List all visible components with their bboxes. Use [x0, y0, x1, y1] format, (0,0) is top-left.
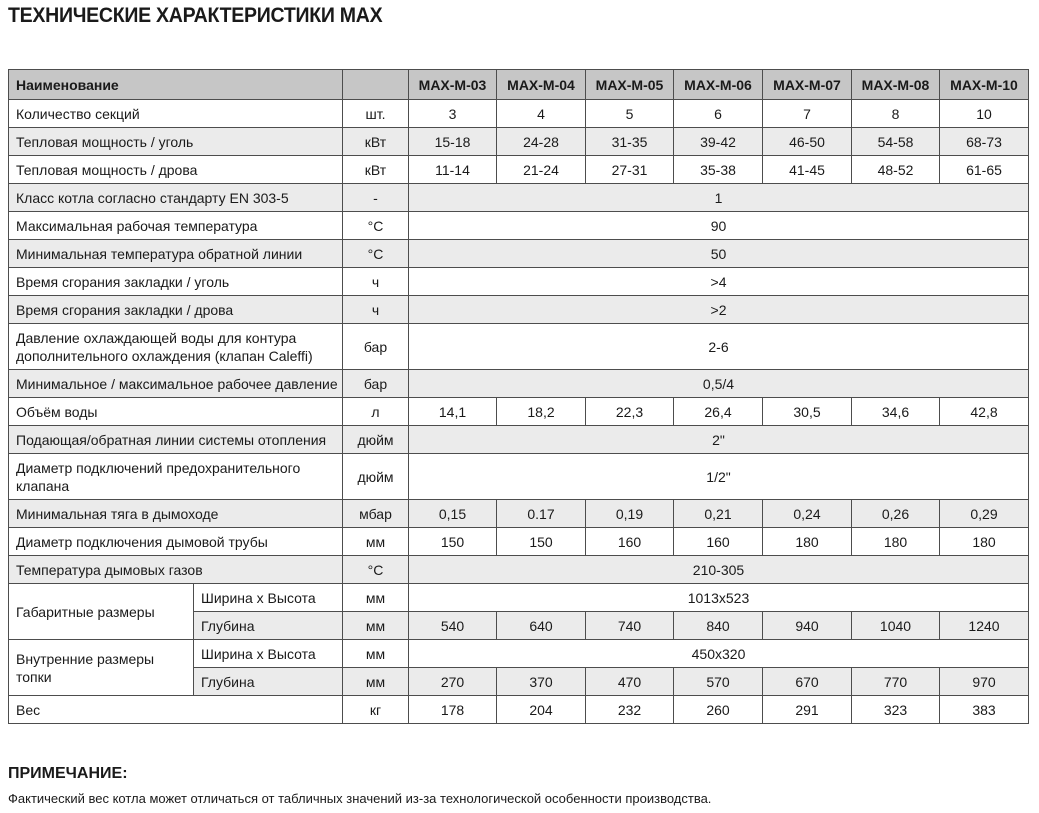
row-value: 54-58 [852, 128, 940, 156]
row-value: 383 [940, 696, 1029, 724]
row-label: Время сгорания закладки / уголь [9, 268, 343, 296]
row-unit: мбар [343, 500, 409, 528]
row-value: 0,15 [409, 500, 497, 528]
row-value: 0.17 [497, 500, 586, 528]
row-unit: °C [343, 556, 409, 584]
row-label: Максимальная рабочая температура [9, 212, 343, 240]
row-common-value: 1/2" [409, 454, 1029, 500]
row-unit: мм [343, 584, 409, 612]
row-label: Время сгорания закладки / дрова [9, 296, 343, 324]
row-value: 150 [497, 528, 586, 556]
row-unit: кг [343, 696, 409, 724]
row-value: 11-14 [409, 156, 497, 184]
row-value: 68-73 [940, 128, 1029, 156]
header-unit [343, 70, 409, 100]
row-value: 840 [674, 612, 763, 640]
row-value: 26,4 [674, 398, 763, 426]
row-value: 22,3 [586, 398, 674, 426]
page-title: ТЕХНИЧЕСКИЕ ХАРАКТЕРИСТИКИ MAX [8, 4, 383, 27]
row-value: 204 [497, 696, 586, 724]
row-value: 160 [586, 528, 674, 556]
table-row [9, 584, 1029, 612]
row-unit: мм [343, 528, 409, 556]
row-group-label: Внутренние размеры топки [9, 640, 194, 696]
row-value: 0,19 [586, 500, 674, 528]
row-value: 1240 [940, 612, 1029, 640]
row-label: Класс котла согласно стандарту EN 303-5 [9, 184, 343, 212]
row-value: 42,8 [940, 398, 1029, 426]
row-value: 61-65 [940, 156, 1029, 184]
row-value: 5 [586, 100, 674, 128]
row-label: Тепловая мощность / дрова [9, 156, 343, 184]
row-unit: мм [343, 612, 409, 640]
table-row [9, 324, 1029, 370]
row-common-value: 210-305 [409, 556, 1029, 584]
row-value: 323 [852, 696, 940, 724]
row-value: 27-31 [586, 156, 674, 184]
row-value: 30,5 [763, 398, 852, 426]
table-row [9, 184, 1029, 212]
row-common-value: 2-6 [409, 324, 1029, 370]
row-common-value: 2" [409, 426, 1029, 454]
row-value: 740 [586, 612, 674, 640]
row-value: 10 [940, 100, 1029, 128]
row-common-value: 1013x523 [409, 584, 1029, 612]
table-row [9, 268, 1029, 296]
row-value: 260 [674, 696, 763, 724]
row-value: 0,29 [940, 500, 1029, 528]
header-model: MAX-M-10 [940, 70, 1029, 100]
row-unit: шт. [343, 100, 409, 128]
row-value: 570 [674, 668, 763, 696]
table-row [9, 212, 1029, 240]
row-value: 640 [497, 612, 586, 640]
table-row [9, 528, 1029, 556]
row-label: Диаметр подключений предохранительного клапана [9, 454, 343, 500]
row-value: 180 [763, 528, 852, 556]
row-unit: ч [343, 296, 409, 324]
row-label: Тепловая мощность / уголь [9, 128, 343, 156]
row-value: 8 [852, 100, 940, 128]
row-value: 160 [674, 528, 763, 556]
row-label: Количество секций [9, 100, 343, 128]
table-header-row [9, 70, 1029, 100]
row-sublabel: Ширина x Высота [194, 640, 343, 668]
row-value: 31-35 [586, 128, 674, 156]
row-common-value: 0,5/4 [409, 370, 1029, 398]
spec-table [8, 69, 1029, 724]
header-model: MAX-M-08 [852, 70, 940, 100]
row-value: 39-42 [674, 128, 763, 156]
table-row [9, 556, 1029, 584]
row-common-value: 90 [409, 212, 1029, 240]
row-value: 46-50 [763, 128, 852, 156]
row-value: 180 [940, 528, 1029, 556]
header-name: Наименование [9, 70, 343, 100]
row-common-value: 1 [409, 184, 1029, 212]
row-value: 34,6 [852, 398, 940, 426]
row-value: 7 [763, 100, 852, 128]
row-group-label: Габаритные размеры [9, 584, 194, 640]
table-row [9, 398, 1029, 426]
header-model: MAX-M-04 [497, 70, 586, 100]
row-unit: °C [343, 240, 409, 268]
header-model: MAX-M-03 [409, 70, 497, 100]
row-unit: ч [343, 268, 409, 296]
row-value: 270 [409, 668, 497, 696]
row-value: 18,2 [497, 398, 586, 426]
row-label: Минимальное / максимальное рабочее давление [9, 370, 343, 398]
table-row [9, 156, 1029, 184]
row-common-value: >4 [409, 268, 1029, 296]
row-value: 150 [409, 528, 497, 556]
row-value: 24-28 [497, 128, 586, 156]
row-unit: кВт [343, 128, 409, 156]
row-label: Минимальная тяга в дымоходе [9, 500, 343, 528]
note-text: Фактический вес котла может отличаться от табличных значений из-за технологической особенности производства. [8, 791, 712, 806]
row-value: 540 [409, 612, 497, 640]
row-sublabel: Ширина x Высота [194, 584, 343, 612]
row-value: 370 [497, 668, 586, 696]
row-value: 0,24 [763, 500, 852, 528]
row-common-value: 450x320 [409, 640, 1029, 668]
row-label: Вес [9, 696, 343, 724]
row-value: 970 [940, 668, 1029, 696]
row-label: Подающая/обратная линии системы отопления [9, 426, 343, 454]
row-label: Давление охлаждающей воды для контура дополнительного охлаждения (клапан Caleffi) [9, 324, 343, 370]
table-row [9, 696, 1029, 724]
row-label: Минимальная температура обратной линии [9, 240, 343, 268]
row-value: 41-45 [763, 156, 852, 184]
table-row [9, 500, 1029, 528]
table-row [9, 100, 1029, 128]
row-label: Температура дымовых газов [9, 556, 343, 584]
row-value: 1040 [852, 612, 940, 640]
row-value: 48-52 [852, 156, 940, 184]
row-value: 21-24 [497, 156, 586, 184]
row-unit: л [343, 398, 409, 426]
row-value: 6 [674, 100, 763, 128]
row-sublabel: Глубина [194, 668, 343, 696]
row-unit: бар [343, 324, 409, 370]
table-row [9, 240, 1029, 268]
row-unit: мм [343, 668, 409, 696]
table-row [9, 128, 1029, 156]
row-value: 180 [852, 528, 940, 556]
row-value: 178 [409, 696, 497, 724]
note-title: ПРИМЕЧАНИЕ: [8, 765, 128, 782]
row-common-value: >2 [409, 296, 1029, 324]
row-value: 4 [497, 100, 586, 128]
row-value: 940 [763, 612, 852, 640]
row-value: 0,26 [852, 500, 940, 528]
row-unit: дюйм [343, 454, 409, 500]
row-value: 35-38 [674, 156, 763, 184]
row-value: 770 [852, 668, 940, 696]
row-unit: °C [343, 212, 409, 240]
row-unit: дюйм [343, 426, 409, 454]
header-model: MAX-M-06 [674, 70, 763, 100]
row-unit: бар [343, 370, 409, 398]
row-label: Диаметр подключения дымовой трубы [9, 528, 343, 556]
table-row [9, 370, 1029, 398]
row-value: 0,21 [674, 500, 763, 528]
row-unit: кВт [343, 156, 409, 184]
row-unit: - [343, 184, 409, 212]
row-value: 670 [763, 668, 852, 696]
row-common-value: 50 [409, 240, 1029, 268]
row-value: 291 [763, 696, 852, 724]
row-value: 3 [409, 100, 497, 128]
header-model: MAX-M-05 [586, 70, 674, 100]
row-value: 232 [586, 696, 674, 724]
row-unit: мм [343, 640, 409, 668]
row-value: 15-18 [409, 128, 497, 156]
row-value: 14,1 [409, 398, 497, 426]
row-value: 470 [586, 668, 674, 696]
row-sublabel: Глубина [194, 612, 343, 640]
row-label: Объём воды [9, 398, 343, 426]
table-row [9, 296, 1029, 324]
header-model: MAX-M-07 [763, 70, 852, 100]
table-row [9, 640, 1029, 668]
table-row [9, 454, 1029, 500]
table-row [9, 426, 1029, 454]
